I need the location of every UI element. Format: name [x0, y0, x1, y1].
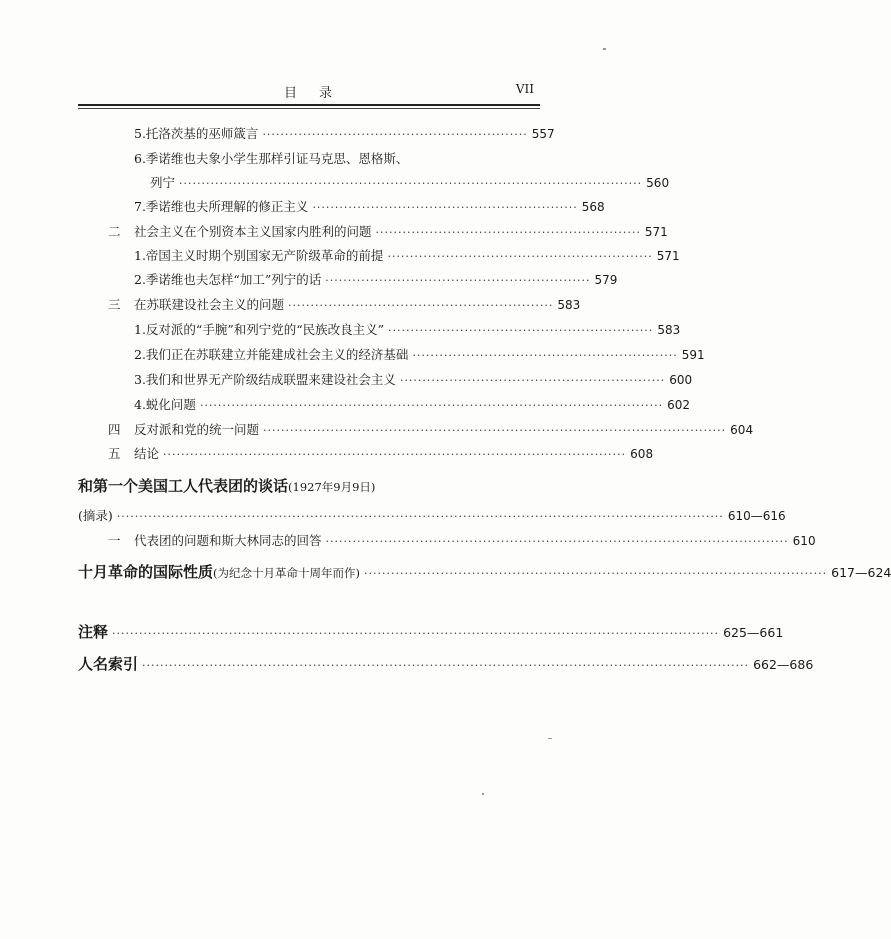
leader-dots: ·······································································································	[179, 177, 643, 190]
toc-entry[interactable]	[134, 197, 605, 215]
toc-major-entry[interactable]	[78, 475, 541, 496]
notes-label: 注释	[78, 623, 109, 641]
leader-dots: ···························································	[412, 349, 678, 362]
toc-entry[interactable]	[134, 270, 618, 288]
section-number: 二	[108, 224, 121, 239]
leader-dots: ···························································	[375, 226, 641, 239]
toc-section[interactable]	[108, 295, 581, 313]
header-title: 目录	[284, 86, 355, 101]
toc-entry[interactable]	[134, 345, 705, 363]
entry-label: 代表团的问题和斯大林同志的回答	[134, 533, 322, 548]
entry-label: 6.季诺维也夫象小学生那样引证马克思、恩格斯、	[134, 151, 409, 166]
leader-dots: ·······································································································	[364, 567, 828, 580]
entry-label: 3.我们和世界无产阶级结成联盟来建设社会主义	[134, 372, 396, 387]
october-note: (为纪念十月革命十周年而作)	[213, 566, 360, 580]
toc-major-entry[interactable]	[78, 653, 814, 674]
entry-label: 列宁	[150, 175, 176, 190]
leader-dots: ·······································································································································	[142, 659, 750, 672]
toc-section[interactable]	[108, 222, 668, 240]
october-title: 十月革命的国际性质	[78, 563, 214, 581]
entry-label: 1.反对派的“手腕”和列宁党的“民族改良主义”	[134, 322, 384, 337]
header-rule-thick	[78, 104, 540, 106]
entry-page: 600	[669, 373, 693, 387]
entry-label: 结论	[134, 446, 160, 461]
toc-entry[interactable]	[134, 124, 555, 142]
entry-page: 568	[581, 200, 605, 214]
scan-speck	[482, 793, 484, 795]
toc-entry[interactable]	[134, 149, 541, 167]
entry-page: 610—616	[727, 509, 786, 523]
entry-page: 604	[730, 423, 754, 437]
entry-page: 608	[630, 447, 654, 461]
toc-entry[interactable]	[78, 506, 786, 524]
leader-dots: ···························································	[325, 274, 591, 287]
entry-page: 610	[792, 534, 816, 548]
header-page-number: VII	[515, 82, 534, 96]
toc-entry[interactable]	[134, 370, 693, 388]
section-number: 四	[108, 422, 121, 437]
talk-date: (1927年9月9日)	[288, 480, 376, 494]
entry-page: 625—661	[723, 625, 784, 640]
entry-label: 2.我们正在苏联建立并能建成社会主义的经济基础	[134, 347, 409, 362]
index-label: 人名索引	[78, 655, 139, 673]
toc-section[interactable]	[108, 531, 816, 549]
leader-dots: ·······································································································	[199, 399, 664, 412]
section-number: 三	[108, 297, 121, 312]
leader-dots: ···························································	[388, 324, 654, 337]
toc-entry[interactable]	[134, 320, 681, 338]
entry-page: 579	[594, 273, 618, 287]
entry-page: 560	[646, 176, 670, 190]
leader-dots: ···························································	[288, 299, 554, 312]
scan-speck	[603, 48, 606, 50]
entry-page: 571	[644, 225, 668, 239]
entry-label: 1.帝国主义时期个别国家无产阶级革命的前提	[134, 248, 384, 263]
leader-dots: ···························································	[312, 201, 578, 214]
entry-page: 583	[657, 323, 681, 337]
leader-dots: ·······································································································	[163, 448, 627, 461]
leader-dots: ···························································	[387, 250, 653, 263]
entry-page: 662—686	[753, 657, 814, 672]
entry-label: 社会主义在个别资本主义国家内胜利的问题	[134, 224, 372, 239]
running-header	[78, 82, 540, 104]
entry-page: 583	[557, 298, 581, 312]
leader-dots: ·······································································································································	[112, 627, 720, 640]
entry-label: 5.托洛茨基的巫师箴言	[134, 126, 259, 141]
entry-page: 571	[656, 249, 680, 263]
scan-speck	[548, 738, 552, 739]
entry-page: 557	[531, 127, 555, 141]
section-number: 一	[108, 533, 121, 548]
leader-dots: ···························································	[399, 374, 666, 387]
leader-dots: ·······································································································	[263, 424, 727, 437]
toc-entry[interactable]	[134, 395, 690, 413]
toc-major-entry[interactable]	[78, 561, 891, 582]
entry-label: 反对派和党的统一问题	[134, 422, 260, 437]
leader-dots: ···························································	[262, 128, 528, 141]
toc-entry[interactable]	[134, 246, 680, 264]
entry-label: 2.季诺维也夫怎样“加工”列宁的话	[134, 272, 322, 287]
entry-label: 7.季诺维也夫所理解的修正主义	[134, 199, 309, 214]
toc-major-entry[interactable]	[78, 621, 784, 642]
toc-section[interactable]	[108, 420, 754, 438]
leader-dots: ·······································································································	[325, 535, 789, 548]
entry-page: 617—624	[831, 565, 891, 580]
entry-page: 602	[667, 398, 690, 412]
talk-title: 和第一个美国工人代表团的谈话	[78, 477, 289, 495]
entry-label: 在苏联建设社会主义的问题	[134, 297, 285, 312]
entry-label: 4.蜕化问题	[134, 397, 196, 412]
toc-section[interactable]	[108, 444, 654, 462]
entry-page: 591	[681, 348, 705, 362]
leader-dots: ·······································································································································	[116, 510, 724, 523]
header-rule-thin	[78, 108, 540, 109]
section-number: 五	[108, 446, 121, 461]
toc-entry[interactable]	[150, 173, 670, 191]
excerpt-label: (摘录)	[78, 508, 113, 523]
